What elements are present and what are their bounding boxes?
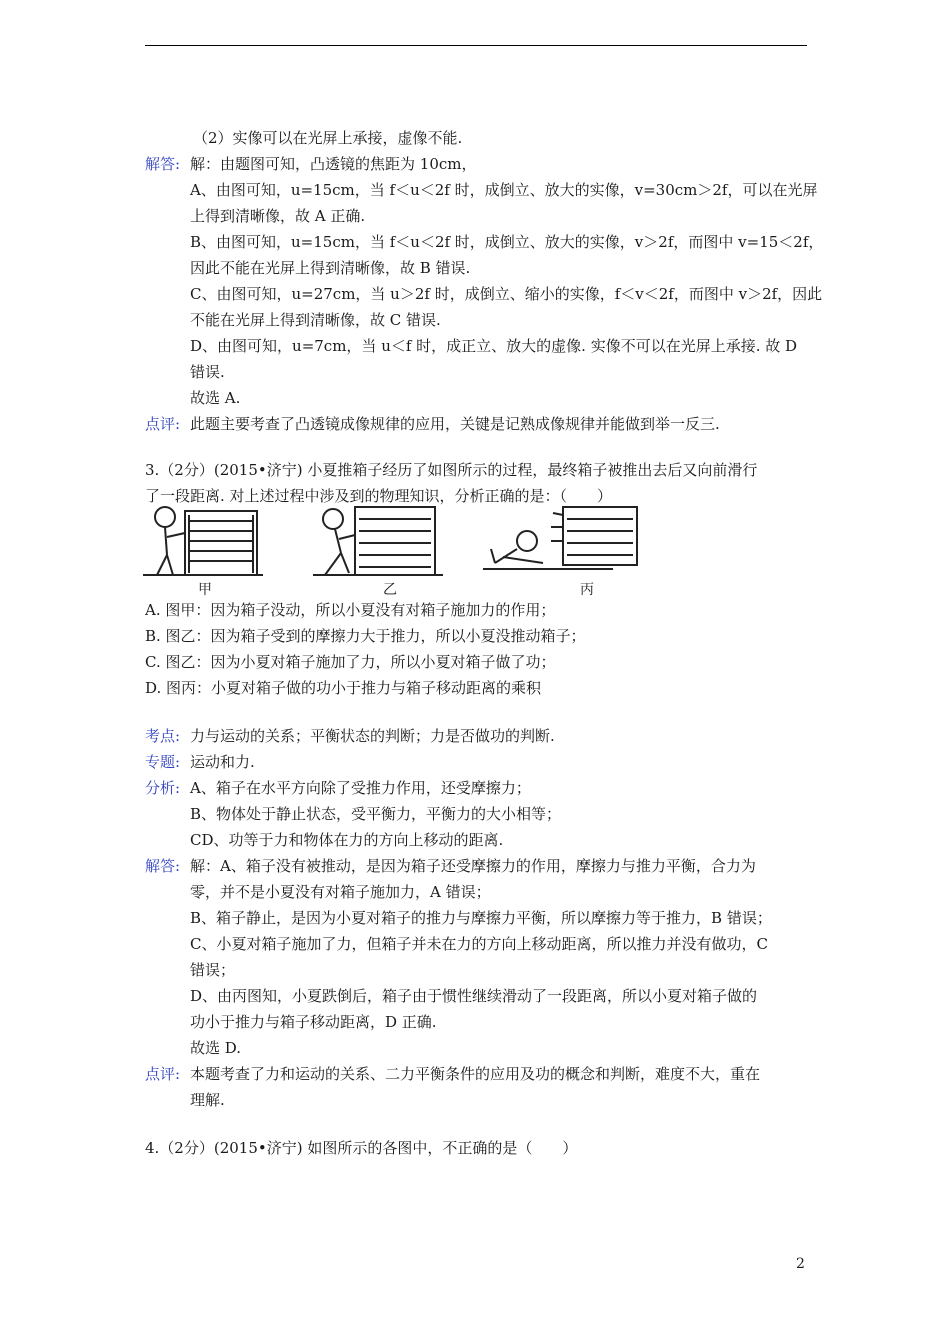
kaodian-label: 考点: [145,727,181,745]
jieda-label: 解答: [145,857,181,875]
figure-caption-yi: 乙 [383,582,397,598]
prev-solution-line: 故选 A. [190,389,241,407]
q3-stem-line2: 了一段距离. 对上述过程中涉及到的物理知识，分析正确的是：（ ） [145,487,613,505]
prev-solution-line: 上得到清晰像，故 A 正确. [190,207,366,225]
prev-solution-line: B、由图可知，u=15cm，当 f＜u＜2f 时，成倒立、放大的实像，v＞2f，而图中 v=15＜2f， [190,233,824,251]
q3-option-b: B. 图乙：因为箱子受到的摩擦力大于推力，所以小夏没推动箱子； [145,627,586,645]
jieda-line: 零，并不是小夏没有对箱子施加力，A 错误； [190,883,491,901]
jieda-line: 错误； [190,961,236,979]
dianping-label: 点评: [145,1065,181,1083]
figure-caption-jia: 甲 [198,582,212,598]
panel-bing [483,507,637,569]
prev-solution-label: 解答: [145,155,181,173]
prev-analysis-tail: （2）实像可以在光屏上承接，虚像不能. [193,129,463,147]
jieda-line: B、箱子静止，是因为小夏对箱子的推力与摩擦力平衡，所以摩擦力等于推力，B 错误； [190,909,772,927]
jieda-line: D、由丙图知，小夏跌倒后，箱子由于惯性继续滑动了一段距离，所以小夏对箱子做的 [190,987,758,1005]
q3-figure [143,497,643,597]
zhuanti-text: 运动和力. [190,753,255,771]
prev-comment-text: 此题主要考查了凸透镜成像规律的应用，关键是记熟成像规律并能做到举一反三. [190,415,720,433]
dianping-line: 本题考查了力和运动的关系、二力平衡条件的应用及功的概念和判断，难度不大，重在 [190,1065,761,1083]
prev-comment-label: 点评: [145,415,181,433]
page-number: 2 [796,1256,805,1272]
jieda-line: 解：A、箱子没有被推动，是因为箱子还受摩擦力的作用，摩擦力与推力平衡，合力为 [190,857,756,875]
prev-solution-line: C、由图可知，u=27cm，当 u＞2f 时，成倒立、缩小的实像，f＜v＜2f，而图中 v＞2f，因此 [190,285,823,303]
dianping-line: 理解. [190,1091,225,1109]
fenxi-line: B、物体处于静止状态，受平衡力，平衡力的大小相等； [190,805,562,823]
header-rule [145,45,807,46]
prev-solution-line: 不能在光屏上得到清晰像，故 C 错误. [190,311,441,329]
jieda-line: 故选 D. [190,1039,242,1057]
jieda-line: 功小于推力与箱子移动距离，D 正确. [190,1013,437,1031]
fenxi-label: 分析: [145,779,181,797]
q3-option-d: D. 图丙：小夏对箱子做的功小于推力与箱子移动距离的乘积 [145,679,542,697]
prev-solution-line: 错误. [190,363,225,381]
figure-caption-bing: 丙 [580,582,594,598]
q3-option-c: C. 图乙：因为小夏对箱子施加了力，所以小夏对箱子做了功； [145,653,556,671]
q4-stem: 4.（2分）(2015•济宁) 如图所示的各图中，不正确的是（ ） [145,1139,578,1157]
jieda-line: C、小夏对箱子施加了力，但箱子并未在力的方向上移动距离，所以推力并没有做功，C [190,935,768,953]
prev-solution-intro: 解：由题图可知，凸透镜的焦距为 10cm， [190,155,477,173]
panel-jia [143,507,263,575]
prev-solution-line: 因此不能在光屏上得到清晰像，故 B 错误. [190,259,471,277]
zhuanti-label: 专题: [145,753,181,771]
panel-yi [313,507,443,575]
q3-stem-line1: 3.（2分）(2015•济宁) 小夏推箱子经历了如图所示的过程，最终箱子被推出去后又向前滑行 [145,461,758,479]
kaodian-text: 力与运动的关系；平衡状态的判断；力是否做功的判断. [190,727,555,745]
fenxi-line: A、箱子在水平方向除了受推力作用，还受摩擦力； [190,779,531,797]
q3-option-a: A. 图甲：因为箱子没动，所以小夏没有对箱子施加力的作用； [145,601,556,619]
prev-solution-line: D、由图可知，u=7cm，当 u＜f 时，成正立、放大的虚像. 实像不可以在光屏上承接. 故 D [190,337,798,355]
fenxi-line: CD、功等于力和物体在力的方向上移动的距离. [190,831,504,849]
prev-solution-line: A、由图可知，u=15cm，当 f＜u＜2f 时，成倒立、放大的实像，v=30cm＞2f，可以在光屏 [190,181,818,199]
